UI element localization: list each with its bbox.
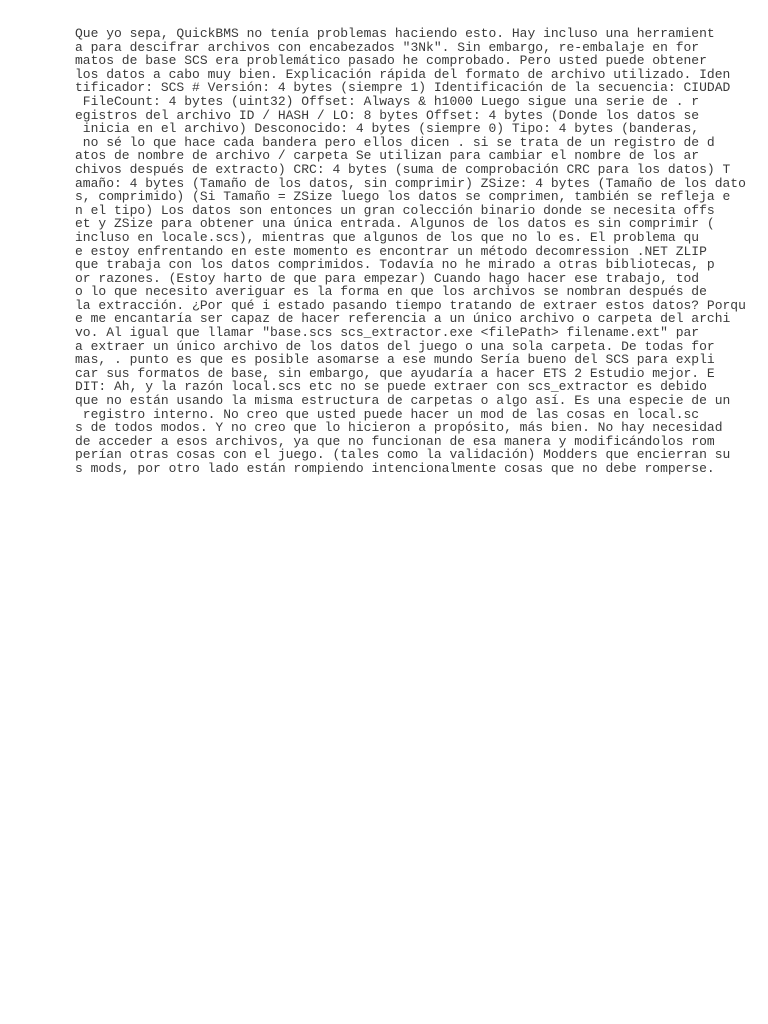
text-line: registro interno. No creo que usted puede hacer un mod de las cosas en local.sc <box>75 406 700 422</box>
text-line: et y ZSize para obtener una única entrada. Algunos de los datos es sin comprimir ( <box>75 216 715 232</box>
text-line: chivos después de extracto) CRC: 4 bytes (suma de comprobación CRC para los datos) T <box>75 161 731 177</box>
text-line: inicia en el archivo) Desconocido: 4 bytes (siempre 0) Tipo: 4 bytes (banderas, <box>75 121 700 137</box>
text-line: e estoy enfrentando en este momento es encontrar un método decomression .NET ZLIP <box>75 243 707 259</box>
text-line: a extraer un único archivo de los datos del juego o una sola carpeta. De todas for <box>75 338 715 354</box>
text-line: los datos a cabo muy bien. Explicación rápida del formato de archivo utilizado. Iden <box>75 66 731 82</box>
text-line: tificador: SCS # Versión: 4 bytes (siempre 1) Identificación de la secuencia: CIUDAD <box>75 80 731 96</box>
text-line: s de todos modos. Y no creo que lo hicieron a propósito, más bien. No hay necesidad <box>75 420 723 436</box>
text-line: Que yo sepa, QuickBMS no tenía problemas haciendo esto. Hay incluso una herramient <box>75 26 715 41</box>
text-line: n el tipo) Los datos son entonces un gran colección binario donde se necesita offs <box>75 202 715 218</box>
text-line: no sé lo que hace cada bandera pero ellos dicen . si se trata de un registro de d <box>75 134 715 150</box>
text-line: FileCount: 4 bytes (uint32) Offset: Always & h1000 Luego sigue una serie de . r <box>75 93 700 109</box>
text-line: que no están usando la misma estructura de carpetas o algo así. Es una especie de un <box>75 393 731 409</box>
text-line: vo. Al igual que llamar "base.scs scs_extractor.exe <filePath> filename.ext" par <box>75 325 700 341</box>
text-line: perían otras cosas con el juego. (tales como la validación) Modders que encierran su <box>75 447 731 463</box>
text-line: incluso en locale.scs), mientras que algunos de los que no lo es. El problema qu <box>75 229 700 245</box>
text-line: car sus formatos de base, sin embargo, que ayudaría a hacer ETS 2 Estudio mejor. E <box>75 365 715 381</box>
text-line: a para descifrar archivos con encabezados "3Nk". Sin embargo, re-embalaje en for <box>75 39 700 55</box>
text-line: s mods, por otro lado están rompiendo intencionalmente cosas que no debe romperse. <box>75 461 715 476</box>
text-line: de acceder a esos archivos, ya que no funcionan de esa manera y modificándolos rom <box>75 433 715 449</box>
document-body-text <box>75 27 746 476</box>
text-line: o lo que necesito averiguar es la forma en que los archivos se nombran después de <box>75 284 707 300</box>
text-line: e me encantaría ser capaz de hacer referencia a un único archivo o carpeta del archi <box>75 311 731 327</box>
text-line: DIT: Ah, y la razón local.scs etc no se puede extraer con scs_extractor es debido <box>75 379 707 395</box>
text-line: amaño: 4 bytes (Tamaño de los datos, sin comprimir) ZSize: 4 bytes (Tamaño de los dato <box>75 175 746 191</box>
text-line: mas, . punto es que es posible asomarse a ese mundo Sería bueno del SCS para expli <box>75 352 715 368</box>
text-line: matos de base SCS era problemático pasado he comprobado. Pero usted puede obtener <box>75 53 707 69</box>
text-line: or razones. (Estoy harto de que para empezar) Cuando hago hacer ese trabajo, tod <box>75 270 700 286</box>
text-line: la extracción. ¿Por qué i estado pasando tiempo tratando de extraer estos datos? Porqu <box>75 297 746 313</box>
text-line: s, comprimido) (Si Tamaño = ZSize luego los datos se comprimen, también se refleja e <box>75 189 731 205</box>
text-line: que trabaja con los datos comprimidos. Todavía no he mirado a otras bibliotecas, p <box>75 257 715 273</box>
text-line: egistros del archivo ID / HASH / LO: 8 bytes Offset: 4 bytes (Donde los datos se <box>75 107 700 123</box>
text-line: atos de nombre de archivo / carpeta Se utilizan para cambiar el nombre de los ar <box>75 148 700 164</box>
